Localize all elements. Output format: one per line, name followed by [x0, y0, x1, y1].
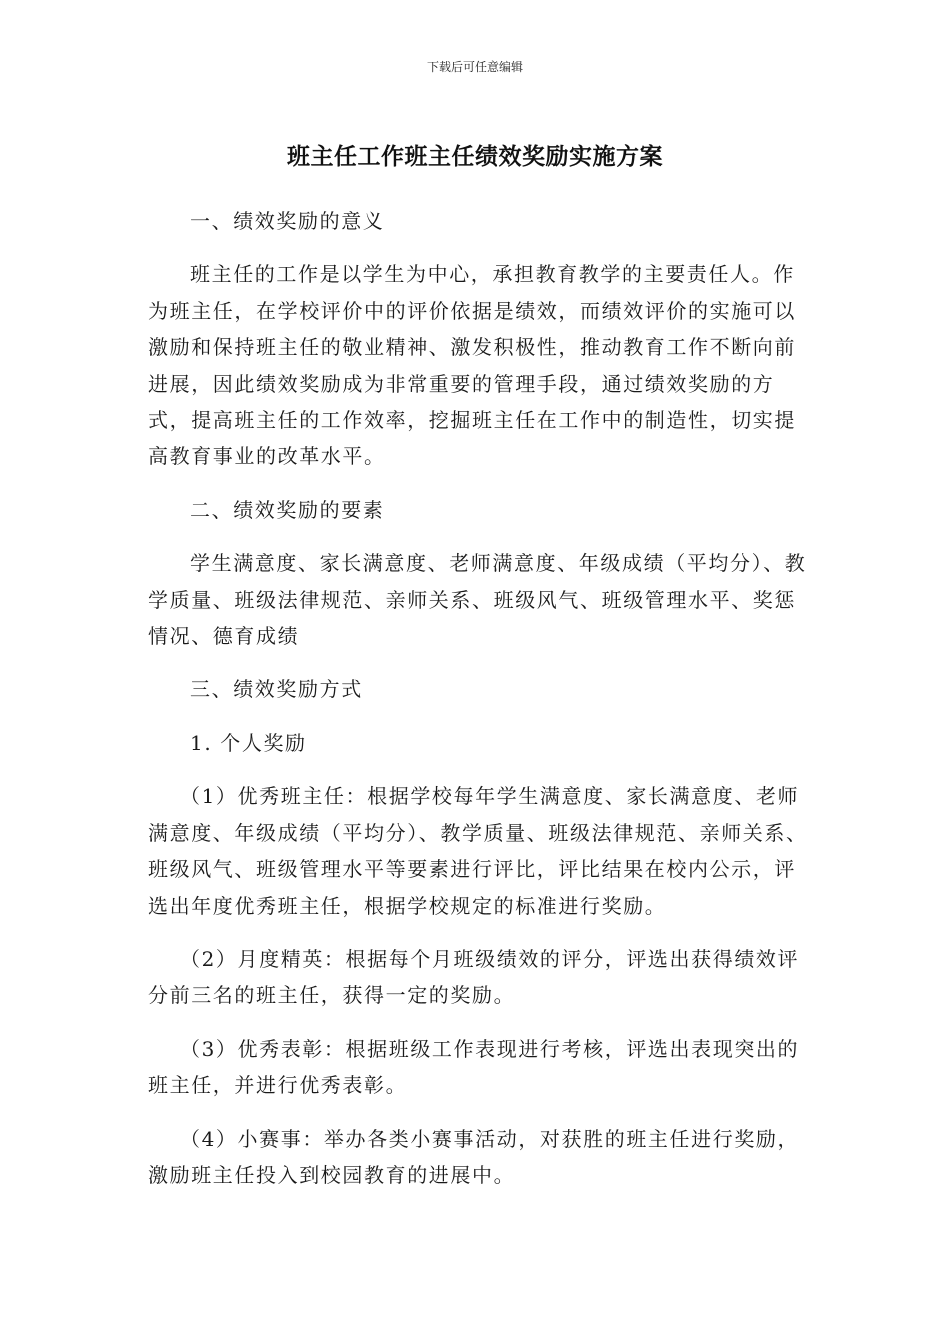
header-note: 下载后可任意编辑 [426, 60, 523, 74]
section-3-heading: 三、绩效奖励方式 [190, 677, 363, 702]
section-2-paragraph: 学生满意度、家长满意度、老师满意度、年级成绩（平均分）、教学质量、班级法律规范、亲师关系、班级风气、班级管理水平、奖惩情况、德育成绩 [148, 551, 807, 649]
document-title: 班主任工作班主任绩效奖励实施方案 [287, 144, 663, 170]
section-1-paragraph: 班主任的工作是以学生为中心，承担教育教学的主要责任人。作为班主任，在学校评价中的评价依据是绩效，而绩效评价的实施可以激励和保持班主任的敬业精神、激发积极性，推动教育工作不断向前进展，因此绩效奖励成为非常重要的管理手段，通过绩效奖励的方式，提高班主任的工作效率，挖掘班主任在工作中的制造性，切实提高教育事业的改革水平。 [148, 262, 796, 469]
section-2-heading: 二、绩效奖励的要素 [190, 497, 385, 522]
reward-item-2: （2）月度精英：根据每个月班级绩效的评分，评选出获得绩效评分前三名的班主任，获得一定的奖励。 [148, 946, 800, 1008]
section-1-heading: 一、绩效奖励的意义 [190, 209, 385, 233]
reward-item-1: （1）优秀班主任：根据学校每年学生满意度、家长满意度、老师满意度、年级成绩（平均分）、教学质量、班级法律规范、亲师关系、班级风气、班级管理水平等要素进行评比，评比结果在校内公示，评选出年度优秀班主任，根据学校规定的标准进行奖励。 [148, 784, 808, 918]
reward-item-3: （3）优秀表彰：根据班级工作表现进行考核，评选出表现突出的班主任，并进行优秀表彰。 [148, 1036, 800, 1098]
section-3-subheading: 1. 个人奖励 [190, 730, 307, 755]
document-body [148, 203, 808, 1210]
reward-item-4: （4）小赛事：举办各类小赛事活动，对获胜的班主任进行奖励，激励班主任投入到校园教育的进展中。 [148, 1126, 800, 1187]
